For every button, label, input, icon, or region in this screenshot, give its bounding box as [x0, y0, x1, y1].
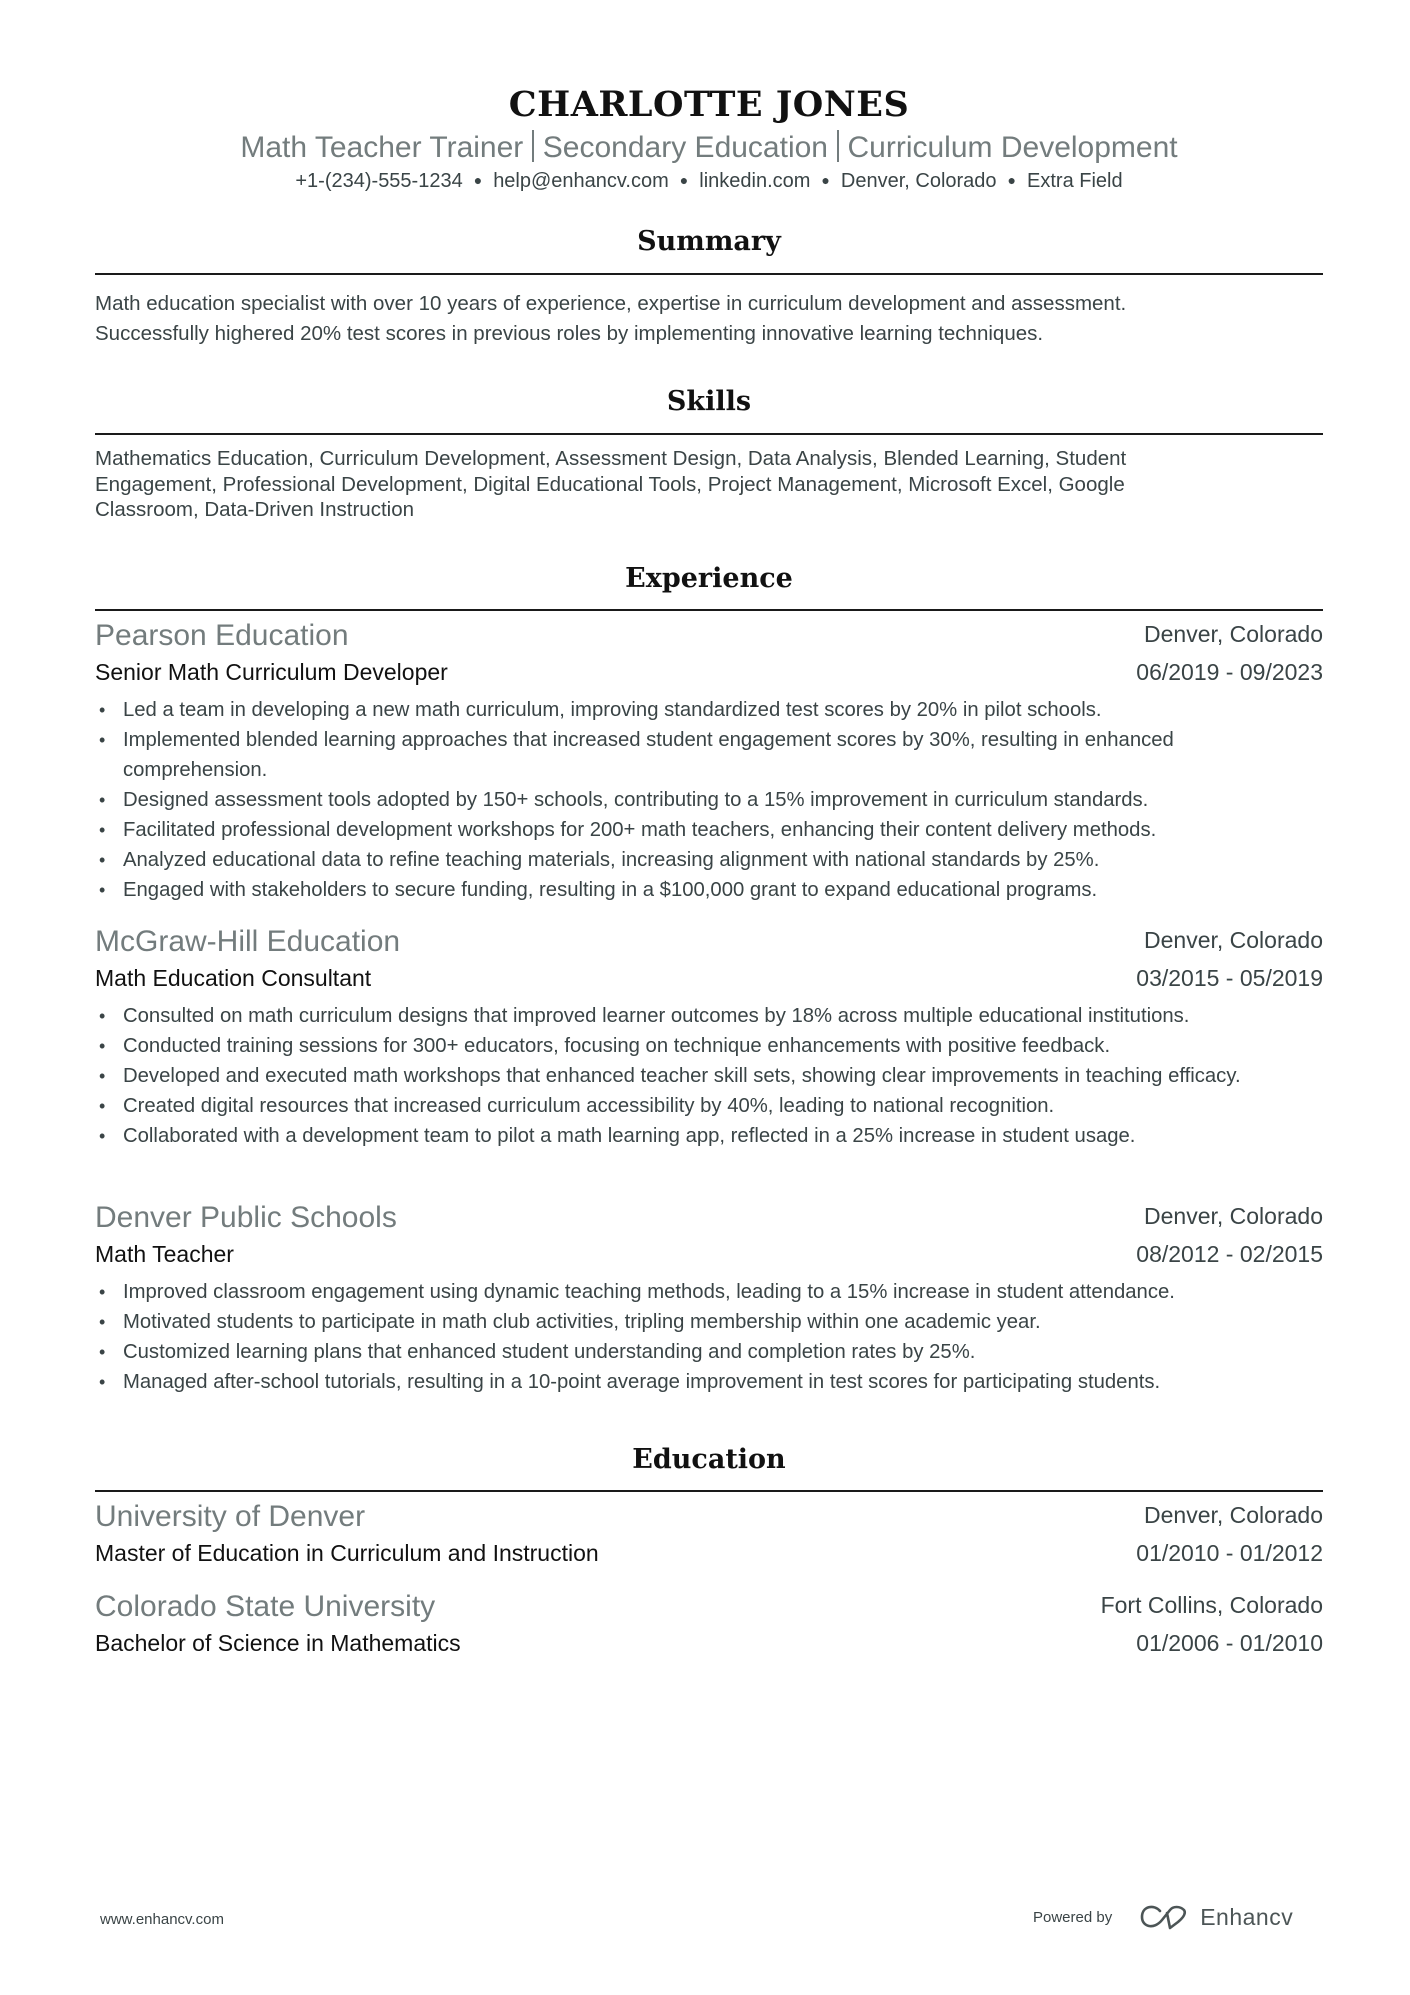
- school-name: University of Denver: [95, 1500, 366, 1533]
- education-dates: 01/2006 - 01/2010: [1136, 1630, 1323, 1656]
- company-name: McGraw-Hill Education: [95, 925, 401, 958]
- section-heading-experience: Experience: [625, 563, 793, 594]
- job-header: [95, 925, 1323, 961]
- section-heading-summary: Summary: [637, 226, 781, 257]
- degree: Bachelor of Science in Mathematics: [95, 1630, 461, 1656]
- job-bullets: [95, 1001, 1323, 1151]
- divider: [95, 1490, 1323, 1492]
- education-header: [95, 1500, 1323, 1536]
- bullet-item: • Consulted on math curriculum designs that improved learner outcomes by 18% across multiple educational institutions.: [95, 1001, 1323, 1031]
- job-role: Math Education Consultant: [95, 965, 372, 991]
- bullet-item: [95, 725, 1323, 785]
- company-name: Denver Public Schools: [95, 1201, 397, 1234]
- enhancv-logo-icon: [1140, 1905, 1188, 1931]
- education-subheader: [95, 1540, 1323, 1570]
- job-location: Denver, Colorado: [1144, 1203, 1323, 1229]
- contact-info: [95, 170, 1323, 193]
- footer-branding: [1033, 1904, 1293, 1931]
- summary-line: Successfully highered 20% test scores in previous roles by implementing innovative learning techniques.: [95, 322, 1044, 345]
- job-role: Math Teacher: [95, 1241, 234, 1267]
- company-name: Pearson Education: [95, 619, 349, 652]
- job-bullets: [95, 695, 1323, 905]
- job-location: Denver, Colorado: [1144, 927, 1323, 953]
- location: Denver, Colorado: [840, 170, 997, 192]
- extra-field: Extra Field: [1027, 170, 1123, 192]
- bullet-dot: ●: [1007, 172, 1017, 188]
- bullet-item: • Engaged with stakeholders to secure funding, resulting in a $100,000 grant to expand educational programs.: [95, 875, 1323, 905]
- bullet-item: • Facilitated professional development workshops for 200+ math teachers, enhancing their content delivery methods.: [95, 815, 1323, 845]
- powered-by-label: Powered by: [1033, 1909, 1113, 1926]
- skills-text: [95, 446, 1323, 523]
- education-header: [95, 1590, 1323, 1626]
- headline-part: Secondary Education: [542, 131, 828, 164]
- section-heading-skills: Skills: [666, 386, 752, 417]
- job-bullets: [95, 1277, 1323, 1397]
- skills-line: Engagement, Professional Development, Digital Educational Tools, Project Management, Microsoft Excel, Google: [95, 472, 1125, 496]
- education-subheader: [95, 1630, 1323, 1660]
- job-dates: 06/2019 - 09/2023: [1136, 659, 1323, 685]
- brand-name: Enhancv: [1200, 1904, 1294, 1930]
- footer-website-link[interactable]: www.enhancv.com: [100, 1911, 224, 1928]
- job-subheader: [95, 965, 1323, 995]
- school-location: Fort Collins, Colorado: [1100, 1592, 1323, 1618]
- divider: [95, 273, 1323, 275]
- bullet-text: Implemented blended learning approaches that increased student engagement scores by 30%, resulting in enhanced comprehension.: [123, 729, 1174, 781]
- job-role: Senior Math Curriculum Developer: [95, 659, 448, 685]
- headline-part: Math Teacher Trainer: [240, 131, 524, 164]
- job-header: [95, 1201, 1323, 1237]
- separator: [532, 130, 534, 162]
- divider: [95, 433, 1323, 435]
- summary-text: [95, 289, 1323, 349]
- bullet-item: • Led a team in developing a new math curriculum, improving standardized test scores by 20% in pilot schools.: [95, 695, 1323, 725]
- job-subheader: [95, 1241, 1323, 1271]
- bullet-item: • Conducted training sessions for 300+ educators, focusing on technique enhancements with positive feedback.: [95, 1031, 1323, 1061]
- job-header: [95, 619, 1323, 655]
- candidate-name: CHARLOTTE JONES: [508, 84, 910, 125]
- job-dates: 03/2015 - 05/2019: [1136, 965, 1323, 991]
- bullet-item: • Managed after-school tutorials, resulting in a 10-point average improvement in test scores for participating students.: [95, 1367, 1323, 1397]
- bullet-item: • Created digital resources that increased curriculum accessibility by 40%, leading to national recognition.: [95, 1091, 1323, 1121]
- bullet-item: • Collaborated with a development team to pilot a math learning app, reflected in a 25% increase in student usage.: [95, 1121, 1323, 1151]
- bullet-item: • Motivated students to participate in math club activities, tripling membership within one academic year.: [95, 1307, 1323, 1337]
- degree: Master of Education in Curriculum and Instruction: [95, 1540, 599, 1566]
- summary-line: Math education specialist with over 10 years of experience, expertise in curriculum development and assessment.: [95, 292, 1127, 315]
- job-location: Denver, Colorado: [1144, 621, 1323, 647]
- phone[interactable]: +1-(234)-555-1234: [295, 170, 463, 192]
- bullet-item: • Improved classroom engagement using dynamic teaching methods, leading to a 15% increase in student attendance.: [95, 1277, 1323, 1307]
- separator: [837, 130, 839, 162]
- enhancv-brand-link[interactable]: [1140, 1904, 1293, 1931]
- headline-part: Curriculum Development: [847, 131, 1178, 164]
- email[interactable]: help@enhancv.com: [493, 170, 669, 192]
- bullet-dot: ●: [473, 172, 483, 188]
- bullet-item: • Analyzed educational data to refine teaching materials, increasing alignment with national standards by 25%.: [95, 845, 1323, 875]
- linkedin-link[interactable]: linkedin.com: [699, 170, 811, 192]
- bullet-item: • Customized learning plans that enhanced student understanding and completion rates by 25%.: [95, 1337, 1323, 1367]
- skills-line: Mathematics Education, Curriculum Development, Assessment Design, Data Analysis, Blended Learning, Student: [95, 447, 1127, 470]
- education-dates: 01/2010 - 01/2012: [1136, 1540, 1323, 1566]
- bullet-item: • Developed and executed math workshops that enhanced teacher skill sets, showing clear improvements in teaching efficacy.: [95, 1061, 1323, 1091]
- divider: [95, 609, 1323, 611]
- headline: [95, 130, 1323, 165]
- school-name: Colorado State University: [95, 1590, 436, 1623]
- bullet-dot: ●: [821, 172, 830, 188]
- section-heading-education: Education: [632, 1444, 786, 1475]
- job-dates: 08/2012 - 02/2015: [1136, 1241, 1323, 1267]
- bullet-dot: ●: [679, 172, 689, 188]
- skills-line: Classroom, Data-Driven Instruction: [95, 498, 414, 521]
- job-subheader: [95, 659, 1323, 689]
- bullet-item: • Designed assessment tools adopted by 150+ schools, contributing to a 15% improvement in curriculum standards.: [95, 785, 1323, 815]
- school-location: Denver, Colorado: [1144, 1502, 1323, 1528]
